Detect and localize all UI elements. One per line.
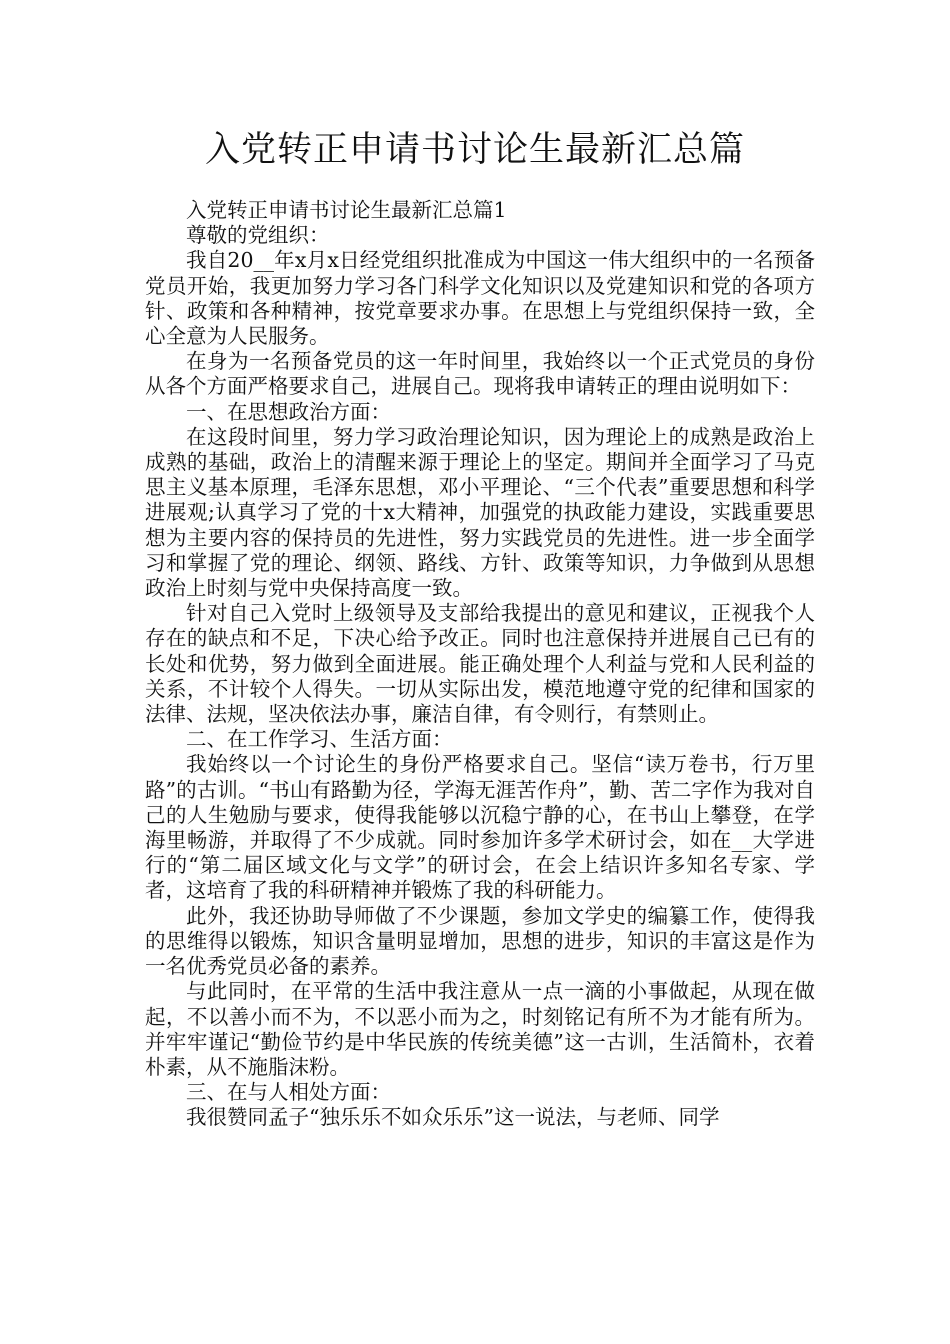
section-heading: 入党转正申请书讨论生最新汇总篇1 xyxy=(186,198,507,222)
paragraph: 我始终以一个讨论生的身份严格要求自己。坚信“读万卷书，行万里路”的古训。“书山有路勤为径，学海无涯苦作舟”，勤、苦二字作为我对自己的人生勉励与要求，使得我能够以沉稳宁静的心，在书山上攀登，在学海里畅游，并取得了不少成就。同时参加许多学术研讨会，如在__大学进行的“第二届区域文化与文学”的研讨会，在会上结识许多知名专家、学者，这培育了我的科研精神并锻炼了我的科研能力。 xyxy=(145,752,815,903)
paragraph: 此外，我还协助导师做了不少课题，参加文学史的编纂工作，使得我的思维得以锻炼，知识含量明显增加，思想的进步，知识的丰富这是作为一名优秀党员必备的素养。 xyxy=(145,903,815,979)
document-body xyxy=(145,198,815,1131)
section-heading: 一、在思想政治方面： xyxy=(186,399,391,424)
section-heading: 二、在工作学习、生活方面： xyxy=(186,727,453,752)
paragraph: 在这段时间里，努力学习政治理论知识，因为理论上的成熟是政治上成熟的基础，政治上的清醒来源于理论上的坚定。期间并全面学习了马克思主义基本原理，毛泽东思想，邓小平理论、“三个代表”重要思想和科学进展观;认真学习了党的十x大精神，加强党的执政能力建设，实践重要思想为主要内容的保持员的先进性，努力实践党员的先进性。进一步全面学习和掌握了党的理论、纲领、路线、方针、政策等知识，力争做到从思想政治上时刻与党中央保持高度一致。 xyxy=(145,424,815,601)
paragraph: 针对自己入党时上级领导及支部给我提出的意见和建议，正视我个人存在的缺点和不足，下决心给予改正。同时也注意保持并进展自己已有的长处和优势，努力做到全面进展。能正确处理个人利益与党和人民利益的关系，不计较个人得失。一切从实际出发，模范地遵守党的纪律和国家的法律、法规，坚决依法办事，廉洁自律，有令则行，有禁则止。 xyxy=(145,601,815,727)
paragraph: 我自20__年x月x日经党组织批准成为中国这一伟大组织中的一名预备党员开始，我更加努力学习各门科学文化知识以及党建知识和党的各项方针、政策和各种精神，按党章要求办事。在思想上与党组织保持一致，全心全意为人民服务。 xyxy=(145,248,815,349)
paragraph: 在身为一名预备党员的这一年时间里，我始终以一个正式党员的身份从各个方面严格要求自己，进展自己。现将我申请转正的理由说明如下： xyxy=(145,349,815,399)
paragraph: 我很赞同孟子“独乐乐不如众乐乐”这一说法，与老师、同学 xyxy=(186,1105,720,1130)
paragraph: 与此同时，在平常的生活中我注意从一点一滴的小事做起，从现在做起，不以善小而不为，不以恶小而为之，时刻铭记有所不为才能有所为。并牢牢谨记“勤俭节约是中华民族的传统美德”这一古训，生活简朴，衣着朴素，从不施脂沫粉。 xyxy=(145,979,815,1079)
document-title: 入党转正申请书讨论生最新汇总篇 xyxy=(204,130,745,170)
section-heading: 三、在与人相处方面： xyxy=(186,1080,391,1105)
salutation: 尊敬的党组织： xyxy=(186,223,330,248)
